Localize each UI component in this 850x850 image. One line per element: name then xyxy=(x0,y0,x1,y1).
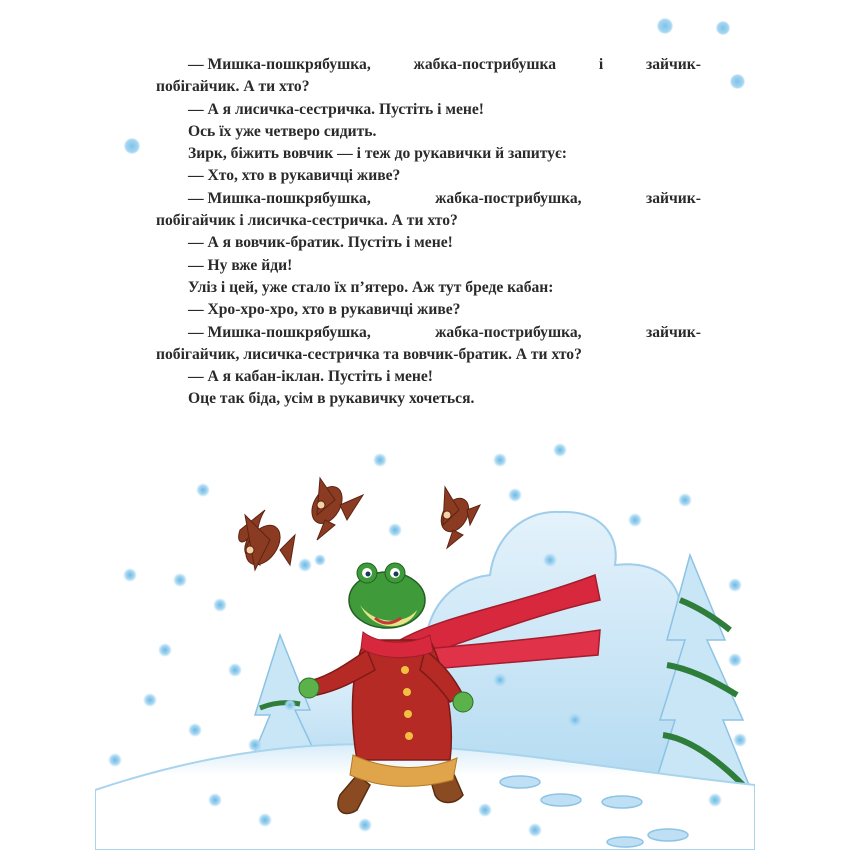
story-line: — Хто, хто в рукавичці живе? xyxy=(188,167,401,185)
story-text xyxy=(156,54,701,411)
story-word: — Мишка-пошкрябушка, xyxy=(188,56,371,73)
story-word: жабка-пострибушка xyxy=(413,56,557,73)
story-line: — А я кабан-іклан. Пустіть і мене! xyxy=(188,368,433,386)
story-word: і xyxy=(598,56,604,73)
bird-icon xyxy=(239,510,295,571)
story-word: зайчик- xyxy=(645,323,701,341)
illustration-frog-in-snow xyxy=(95,440,755,850)
snowflake-icon xyxy=(124,138,140,154)
story-line: Оце так біда, усім в рукавичку хочеться. xyxy=(188,390,475,408)
snowflake-icon xyxy=(730,74,745,89)
snowflake-icon xyxy=(657,18,673,34)
bird-icon xyxy=(306,478,363,540)
story-word: жабка-пострибушка, xyxy=(435,323,582,341)
story-word: — Мишка-пошкрябушка, xyxy=(188,189,371,207)
story-line xyxy=(156,188,701,210)
story-line: Уліз і цей, уже стало їх п’ятеро. Аж тут бреде кабан: xyxy=(188,278,554,296)
story-word: зайчик- xyxy=(645,189,701,207)
story-line: Ось їх уже четверо сидить. xyxy=(188,122,377,140)
snowflake-icon xyxy=(716,21,730,35)
story-line: — А я вовчик-братик. Пустіть і мене! xyxy=(188,234,453,252)
story-line: — А я лисичка-сестричка. Пустіть і мене! xyxy=(188,100,484,118)
story-line xyxy=(156,322,701,344)
story-line: побігайчик і лисичка-сестричка. А ти хто? xyxy=(156,212,458,230)
bird-icon xyxy=(436,487,480,548)
story-line: Зирк, біжить вовчик — і теж до рукавички й запитує: xyxy=(188,145,567,163)
story-line: побігайчик. А ти хто? xyxy=(156,78,310,96)
story-line: побігайчик, лисичка-сестричка та вовчик-братик. А ти хто? xyxy=(156,345,582,363)
story-word: жабка-пострибушка, xyxy=(435,189,582,207)
story-word: — Мишка-пошкрябушка, xyxy=(188,323,371,341)
story-line: — Ну вже йди! xyxy=(188,256,293,274)
story-line: — Хро-хро-хро, хто в рукавичці живе? xyxy=(188,301,461,319)
story-line xyxy=(156,54,701,76)
story-word: зайчик- xyxy=(645,56,701,73)
